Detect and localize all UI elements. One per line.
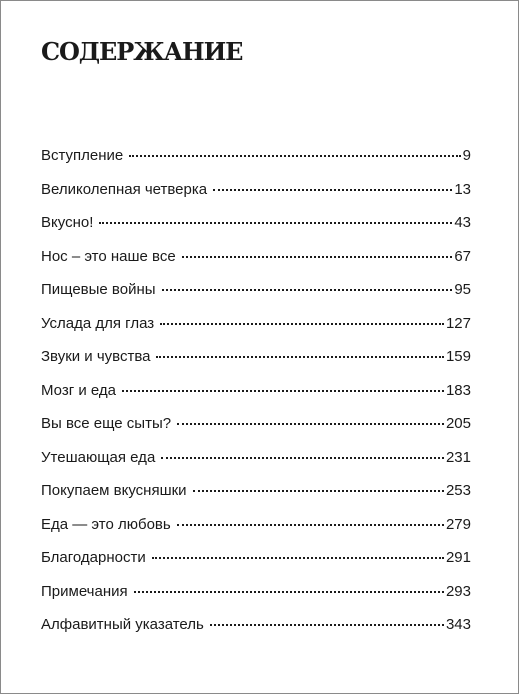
dot-leader bbox=[193, 490, 444, 492]
toc-entry bbox=[41, 382, 471, 416]
toc-entry bbox=[41, 583, 471, 617]
toc-entry-title: Утешающая еда bbox=[41, 448, 156, 466]
dot-leader bbox=[161, 457, 444, 459]
toc-entry-title: Покупаем вкусняшки bbox=[41, 482, 187, 499]
toc-entry-page: 279 bbox=[445, 515, 471, 533]
toc-entry-title: Звуки и чувства bbox=[41, 348, 151, 365]
dot-leader bbox=[182, 256, 453, 258]
dot-leader bbox=[177, 524, 444, 526]
toc-entry-title: Мозг и еда bbox=[41, 381, 117, 399]
toc-entry bbox=[41, 482, 471, 516]
toc-entry-title: Еда — это любовь bbox=[41, 515, 171, 533]
contents-heading: СОДЕРЖАНИЕ bbox=[41, 37, 243, 66]
toc-entry-title: Вы все еще сыты? bbox=[41, 415, 172, 432]
toc-entry-title: Благодарности bbox=[41, 549, 146, 566]
toc-entry-title: Алфавитный указатель bbox=[41, 616, 204, 633]
toc-entry-title: Вступление bbox=[41, 147, 124, 164]
toc-entry-title: Нос – это наше все bbox=[41, 247, 176, 265]
toc-entry-title: Пищевые войны bbox=[41, 281, 156, 298]
toc-entry-page: 183 bbox=[445, 381, 471, 399]
toc-entry bbox=[41, 147, 471, 181]
dot-leader bbox=[162, 289, 453, 291]
toc-entry bbox=[41, 415, 471, 449]
toc-entry-page: 253 bbox=[445, 482, 471, 499]
dot-leader bbox=[99, 222, 452, 224]
toc-entry-page: 159 bbox=[445, 348, 471, 365]
dot-leader bbox=[129, 155, 460, 157]
toc-entry-title: Примечания bbox=[41, 582, 128, 600]
toc-entry-title: Услада для глаз bbox=[41, 314, 155, 332]
toc-entry bbox=[41, 449, 471, 483]
toc-entry bbox=[41, 315, 471, 349]
toc-entry-page: 231 bbox=[445, 448, 471, 466]
toc-entry bbox=[41, 281, 471, 315]
toc-entry-page: 13 bbox=[454, 180, 471, 198]
toc-entry-page: 343 bbox=[445, 616, 471, 633]
toc-entry bbox=[41, 181, 471, 215]
toc-entry-page: 95 bbox=[454, 281, 471, 298]
dot-leader bbox=[210, 624, 444, 626]
toc-entry bbox=[41, 248, 471, 282]
dot-leader bbox=[122, 390, 444, 392]
toc-entry-page: 67 bbox=[454, 247, 471, 265]
toc-entry-page: 205 bbox=[445, 415, 471, 432]
toc-entry-page: 43 bbox=[454, 214, 471, 231]
toc-entry-page: 9 bbox=[462, 147, 471, 164]
toc-entry bbox=[41, 214, 471, 248]
dot-leader bbox=[213, 189, 452, 191]
dot-leader bbox=[160, 323, 444, 325]
toc-entry bbox=[41, 516, 471, 550]
dot-leader bbox=[156, 356, 443, 358]
dot-leader bbox=[152, 557, 444, 559]
dot-leader bbox=[134, 591, 444, 593]
toc-entry-page: 293 bbox=[445, 582, 471, 600]
toc-entry-title: Великолепная четверка bbox=[41, 180, 208, 198]
toc-entry bbox=[41, 549, 471, 583]
dot-leader bbox=[177, 423, 444, 425]
table-of-contents bbox=[41, 147, 471, 650]
toc-entry-page: 127 bbox=[445, 314, 471, 332]
toc-entry bbox=[41, 348, 471, 382]
toc-entry-page: 291 bbox=[445, 549, 471, 566]
toc-entry bbox=[41, 616, 471, 650]
toc-entry-title: Вкусно! bbox=[41, 214, 94, 231]
